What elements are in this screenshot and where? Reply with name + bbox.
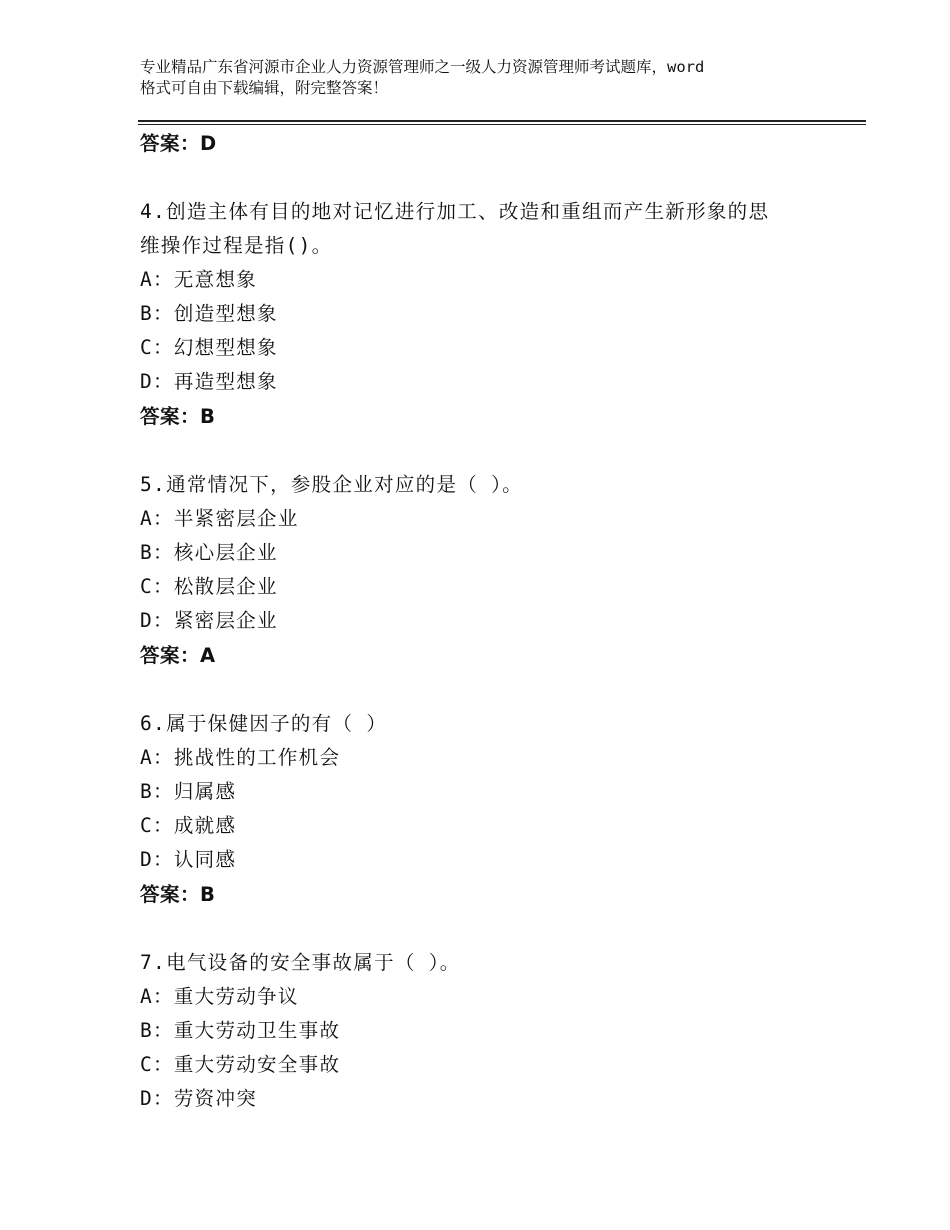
question-5-option-d: D：紧密层企业 [140, 609, 278, 632]
previous-answer: 答案：D [140, 132, 217, 155]
question-4-stem-line-1: 4.创造主体有目的地对记忆进行加工、改造和重组而产生新形象的思 [140, 200, 770, 223]
question-5-answer: 答案：A [140, 644, 216, 667]
question-6-option-b: B：归属感 [140, 780, 237, 803]
question-6-option-d: D：认同感 [140, 848, 237, 871]
question-4-stem-line-2: 维操作过程是指()。 [140, 234, 333, 257]
question-4-answer: 答案：B [140, 405, 216, 428]
question-7-option-c: C：重大劳动安全事故 [140, 1053, 341, 1076]
header-rule-thin [138, 124, 866, 125]
question-5-option-b: B：核心层企业 [140, 541, 278, 564]
question-6-stem: 6.属于保健因子的有（ ） [140, 712, 388, 735]
question-7-option-b: B：重大劳动卫生事故 [140, 1019, 341, 1042]
header-line-2: 格式可自由下载编辑，附完整答案！ [140, 79, 389, 97]
header-rule-thick [138, 120, 866, 122]
document-header [140, 57, 830, 99]
header-line-1: 专业精品广东省河源市企业人力资源管理师之一级人力资源管理师考试题库，word [140, 58, 705, 76]
question-4-option-b: B：创造型想象 [140, 302, 278, 325]
question-4-option-a: A：无意想象 [140, 268, 258, 291]
question-4-option-c: C：幻想型想象 [140, 336, 278, 359]
question-4-option-d: D：再造型想象 [140, 370, 278, 393]
question-6-answer: 答案：B [140, 883, 216, 906]
question-5-stem: 5.通常情况下，参股企业对应的是（ ）。 [140, 473, 523, 496]
question-7-option-d: D：劳资冲突 [140, 1087, 258, 1110]
question-6-option-a: A：挑战性的工作机会 [140, 746, 341, 769]
question-5-option-c: C：松散层企业 [140, 575, 278, 598]
question-6-option-c: C：成就感 [140, 814, 237, 837]
question-7-stem: 7.电气设备的安全事故属于（ ）。 [140, 951, 461, 974]
question-5-option-a: A：半紧密层企业 [140, 507, 299, 530]
question-7-option-a: A：重大劳动争议 [140, 985, 299, 1008]
